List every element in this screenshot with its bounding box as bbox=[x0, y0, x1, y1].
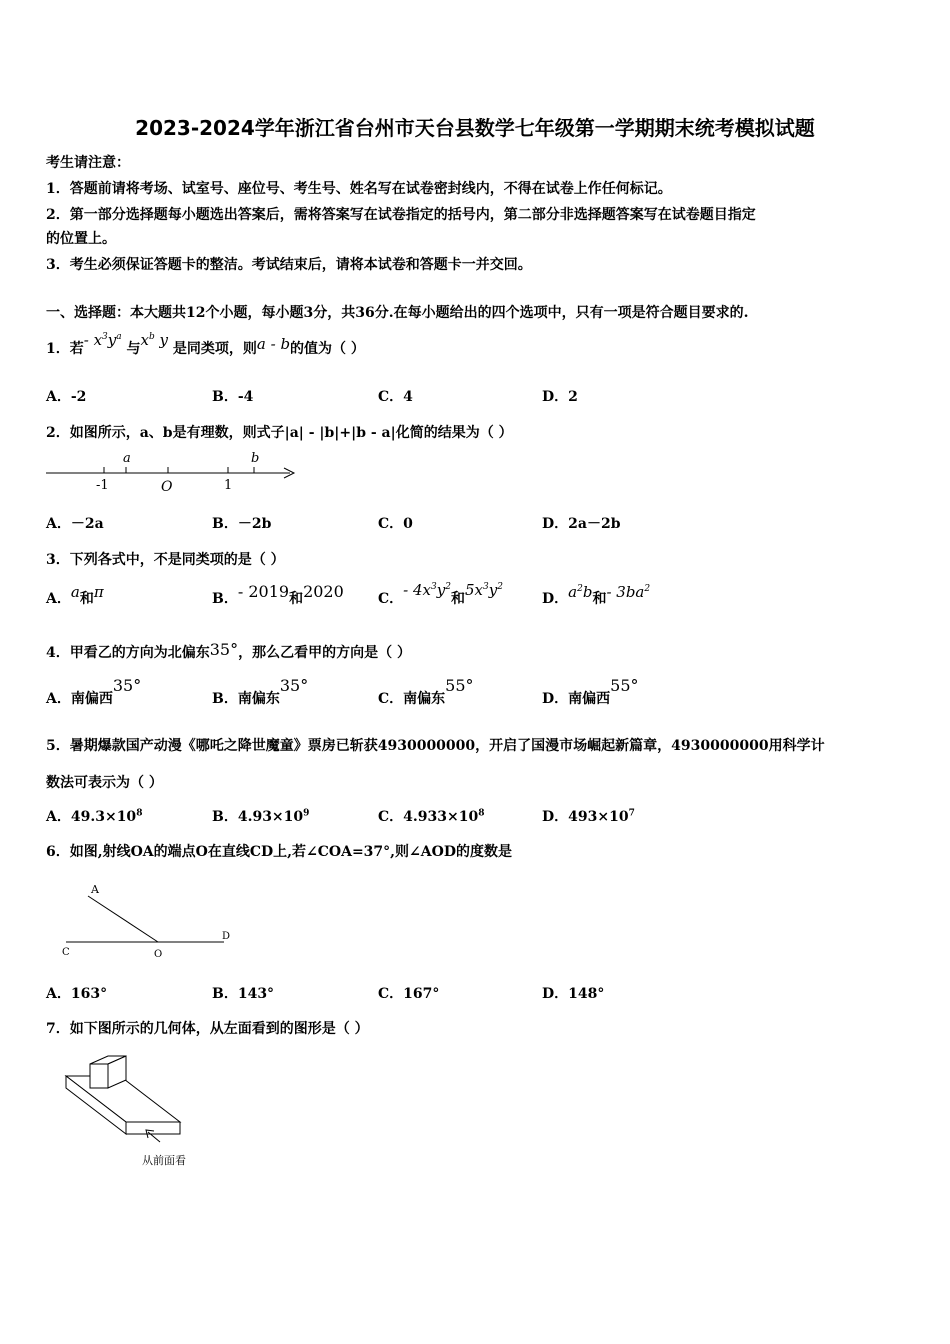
notice-item-1: 1．答题前请将考场、试室号、座位号、考生号、姓名写在试卷密封线内，不得在试卷上作任何标记。 bbox=[46, 181, 672, 197]
q5-option-b: B．$4.93\times 10^9$ bbox=[212, 808, 310, 825]
q1-suffix2: 的值为（ ） bbox=[290, 341, 365, 357]
q4-option-d: D．南偏西55° bbox=[542, 676, 639, 707]
label-origin: O bbox=[161, 479, 173, 494]
notice-heading: 考生请注意： bbox=[46, 155, 130, 171]
q1-expr3: a - b bbox=[256, 335, 291, 353]
solid-figure bbox=[60, 1052, 200, 1172]
q1-expr2: $x^b$ y bbox=[140, 331, 169, 349]
label-point-a: A bbox=[91, 883, 99, 896]
label-a: a bbox=[123, 451, 131, 466]
q1-option-c: C．4 bbox=[378, 389, 413, 405]
figure-caption: 从前面看 bbox=[142, 1154, 186, 1167]
q3-option-c: C．- $4x^3y^2$和$5x^3y^2$ bbox=[378, 581, 503, 607]
q6-option-b: B．143° bbox=[212, 986, 275, 1002]
label-point-o: O bbox=[154, 949, 163, 960]
q1-option-a: A．-2 bbox=[46, 389, 87, 405]
q6-option-d: D．148° bbox=[542, 986, 605, 1002]
q3-option-d: D．$a^2b$和- $3ba^2$ bbox=[542, 583, 651, 607]
q4-option-c: C．南偏东55° bbox=[378, 676, 474, 707]
label-b: b bbox=[251, 451, 260, 466]
cube-front bbox=[90, 1064, 108, 1088]
ray-oa bbox=[88, 896, 158, 942]
q2-option-b: B．－2b bbox=[212, 516, 272, 532]
number-line-figure bbox=[44, 446, 300, 494]
notice-item-3: 3．考生必须保证答题卡的整洁。考试结束后，请将本试卷和答题卡一并交回。 bbox=[46, 257, 532, 273]
page-title: 2023-2024学年浙江省台州市天台县数学七年级第一学期期末统考模拟试题 bbox=[135, 116, 815, 140]
question-5-line-2: 数法可表示为（ ） bbox=[46, 775, 163, 791]
q6-option-a: A．163° bbox=[46, 986, 108, 1002]
q1-option-b: B．-4 bbox=[212, 389, 254, 405]
question-6-stem: 6．如图,射线OA的端点O在直线CD上,若∠COA=37°,则∠AOD的度数是 bbox=[46, 844, 512, 860]
q1-mid: 与 bbox=[126, 341, 141, 357]
q5-option-a: A．$49.3\times 10^8$ bbox=[46, 808, 143, 825]
label-point-c: C bbox=[62, 947, 70, 958]
q6-option-c: C．167° bbox=[378, 986, 440, 1002]
q4-option-b: B．南偏东35° bbox=[212, 676, 309, 707]
q3-option-b: B．- 2019和2020 bbox=[212, 582, 344, 607]
q4-angle: 35° bbox=[209, 640, 239, 659]
q4-option-a: A．南偏西35° bbox=[46, 676, 142, 707]
q1-prefix: 1．若 bbox=[46, 341, 84, 357]
q1-option-d: D．2 bbox=[542, 389, 578, 405]
question-5-line-1: 5．暑期爆款国产动漫《哪吒之降世魔童》票房已斩获4930000000，开启了国漫市场崛起新篇章，4930000000用科学计 bbox=[46, 738, 825, 754]
section-1-heading: 一、选择题：本大题共12个小题，每小题3分，共36分.在每小题给出的四个选项中，只有一项是符合题目要求的. bbox=[46, 305, 749, 321]
notice-item-2a: 2．第一部分选择题每小题选出答案后，需将答案写在试卷指定的括号内，第二部分非选择题答案写在试卷题目指定 bbox=[46, 207, 756, 223]
q5-option-d: D．$493\times 10^7$ bbox=[542, 808, 635, 825]
q3-option-a: A．a和π bbox=[46, 583, 104, 607]
label-point-d: D bbox=[222, 931, 231, 942]
question-1-stem bbox=[46, 331, 365, 358]
question-4-stem: 4．甲看乙的方向为北偏东35°，那么乙看甲的方向是（ ） bbox=[46, 640, 411, 661]
label-minus-one: -1 bbox=[96, 478, 109, 493]
q2-option-a: A．－2a bbox=[46, 516, 104, 532]
question-7-stem: 7．如下图所示的几何体，从左面看到的图形是（ ） bbox=[46, 1021, 369, 1037]
ray-angle-figure bbox=[60, 880, 240, 962]
q1-suffix1: 是同类项，则 bbox=[172, 341, 257, 357]
question-2-stem: 2．如图所示，a、b是有理数，则式子|a| - |b|+|b - a|化简的结果为（ ） bbox=[46, 425, 513, 441]
q1-expr1: - $x^3y^a$ bbox=[83, 331, 122, 349]
slab-front bbox=[126, 1122, 180, 1134]
q5-option-c: C．$4.933\times 10^8$ bbox=[378, 808, 485, 825]
q2-option-c: C．0 bbox=[378, 516, 413, 532]
notice-item-2b: 的位置上。 bbox=[46, 231, 116, 247]
question-3-stem: 3．下列各式中，不是同类项的是（ ） bbox=[46, 552, 285, 568]
label-one: 1 bbox=[224, 478, 233, 493]
q2-option-d: D．2a－2b bbox=[542, 516, 621, 532]
